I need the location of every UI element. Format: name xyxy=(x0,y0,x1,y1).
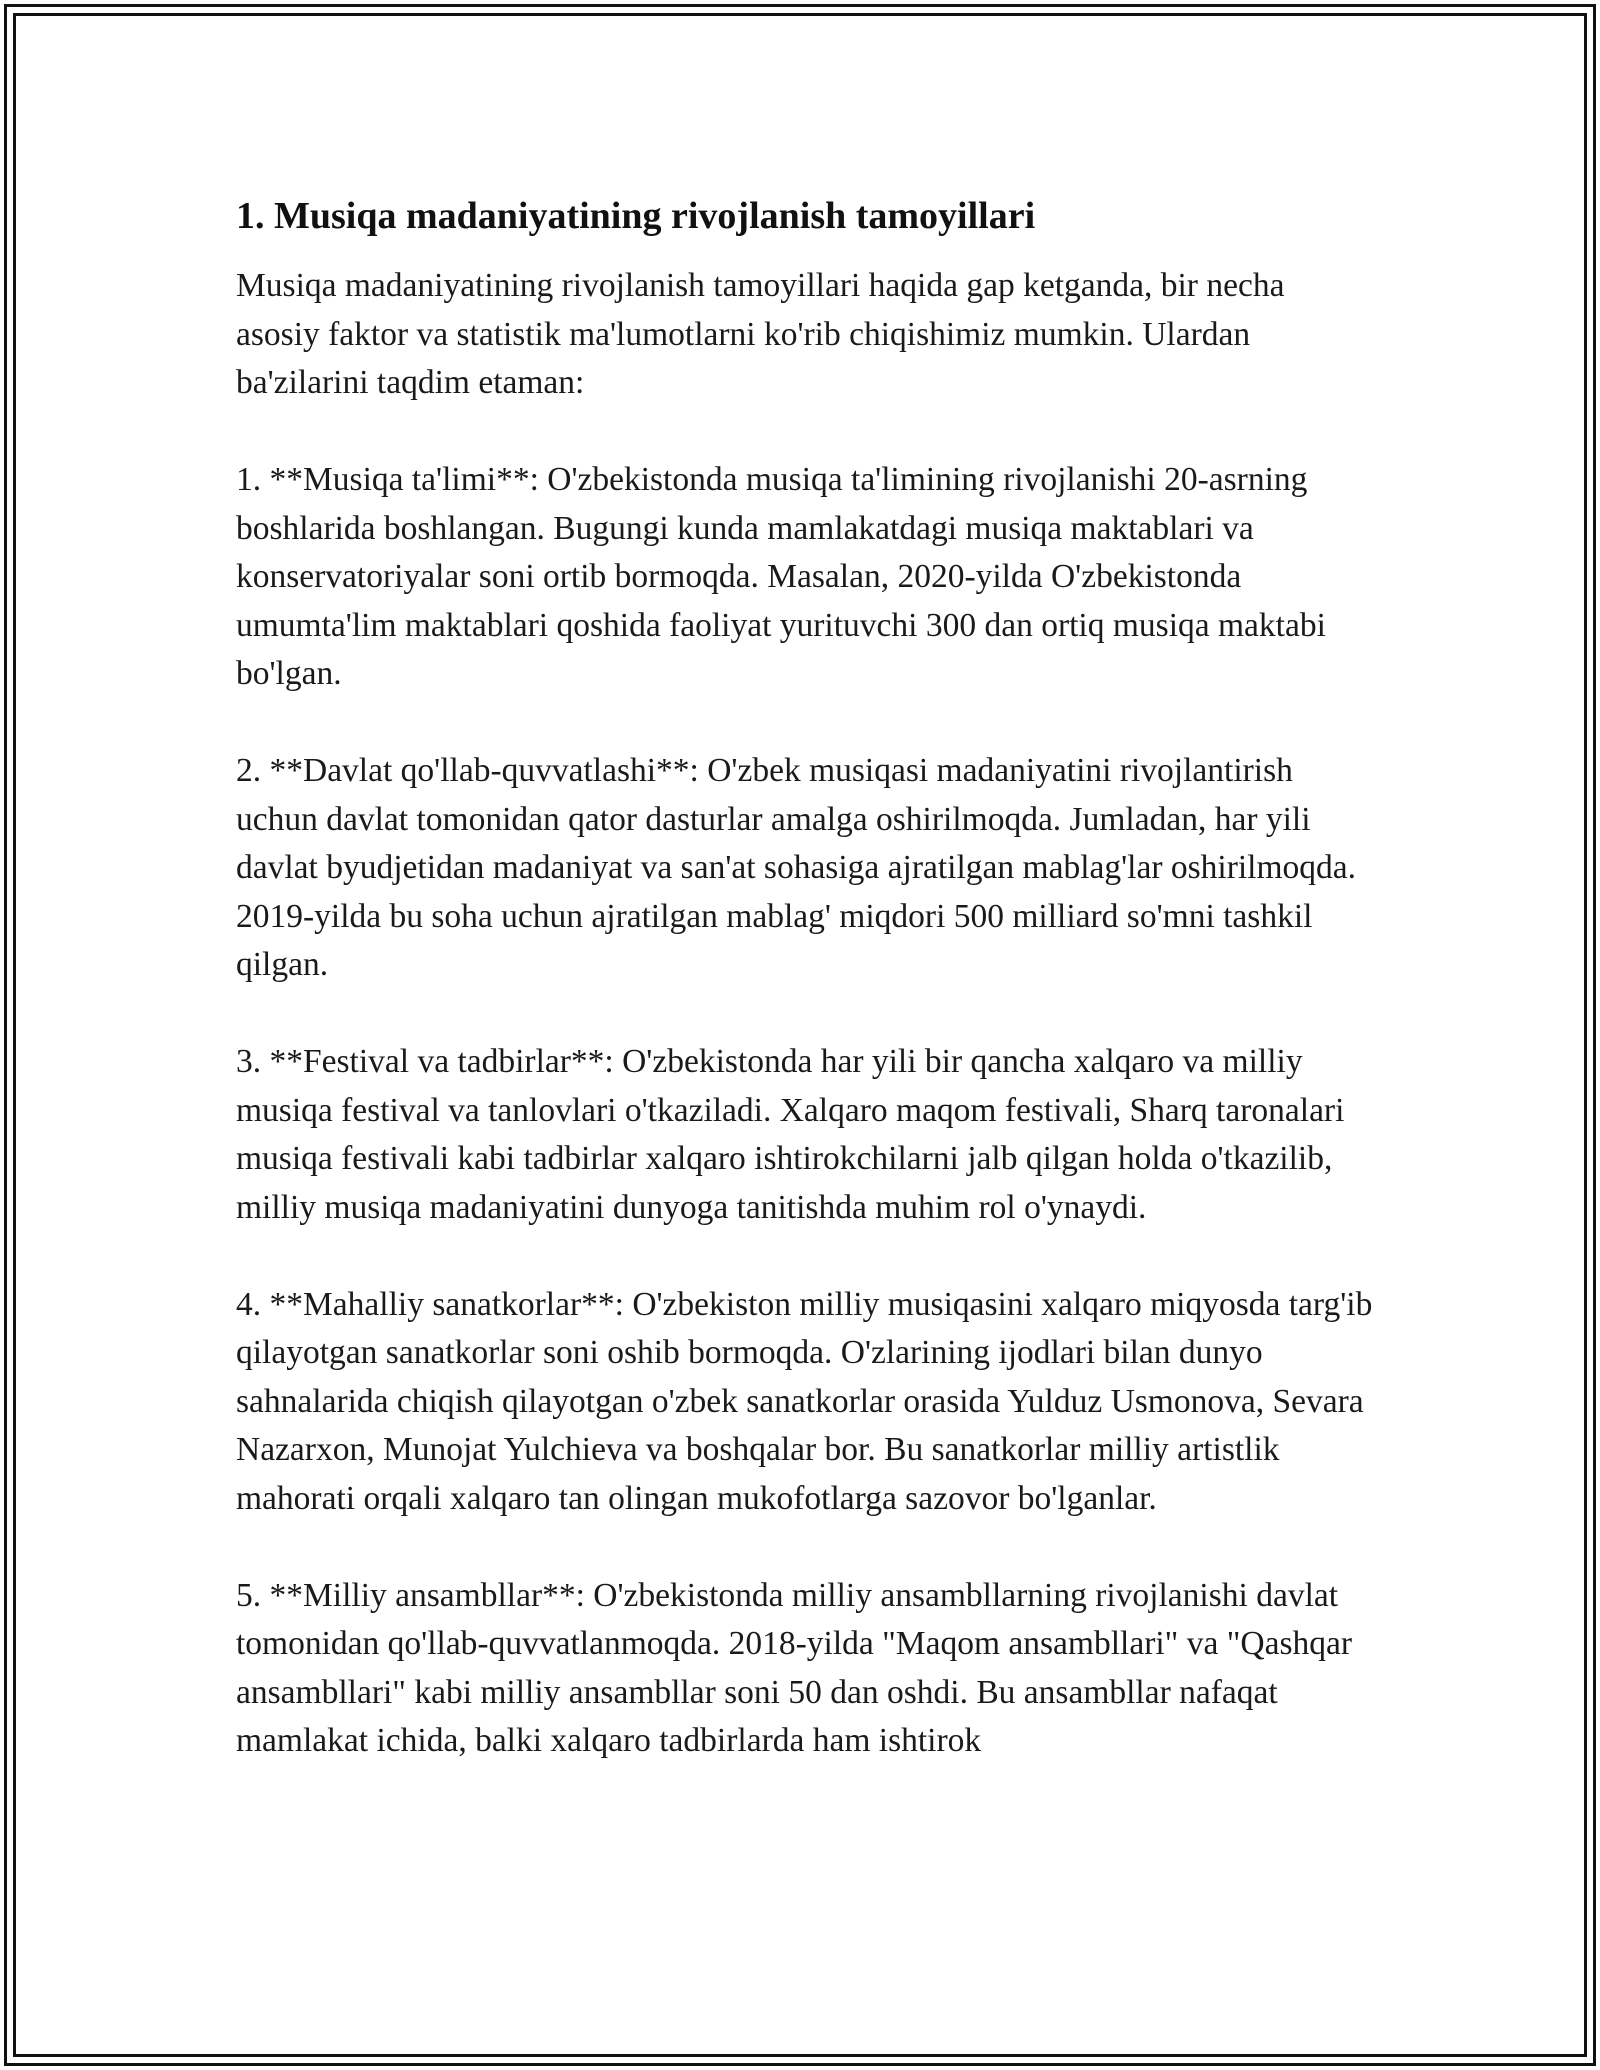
list-item-state-support: 2. **Davlat qo'llab-quvvatlashi**: O'zbek musiqasi madaniyatini rivojlantirish uchun davlat tomonidan qator dasturlar amalga oshirilmoqda. Jumladan, har yili davlat byudjetidan madaniyat va san'at sohasiga ajratilgan mablag'lar oshirilmoqda. 2019-yilda bu soha uchun ajratilgan mablag' miqdori 500 milliard so'mni tashkil qilgan. xyxy=(236,752,1357,983)
list-item-national-ensembles: 5. **Milliy ansambllar**: O'zbekistonda milliy ansambllarning rivojlanishi davlat tomonidan qo'llab-quvvatlanmoqda. 2018-yilda "Maqom ansambllari" va "Qashqar ansambllari" kabi milliy ansambllar soni 50 dan oshdi. Bu ansambllar nafaqat mamlakat ichida, balki xalqaro tadbirlarda ham ishtirok xyxy=(236,1576,1353,1759)
intro-paragraph: Musiqa madaniyatining rivojlanish tamoyillari haqida gap ketganda, bir necha asosiy faktor va statistik ma'lumotlarni ko'rib chiqishimiz mumkin. Ulardan ba'zilarini taqdim etaman: xyxy=(236,267,1285,401)
section-heading: 1. Musiqa madaniyatining rivojlanish tamoyillari xyxy=(236,195,1036,237)
list-item-music-education: 1. **Musiqa ta'limi**: O'zbekistonda musiqa ta'limining rivojlanishi 20-asrning boshlarida boshlangan. Bugungi kunda mamlakatdagi musiqa maktablari va konservatoriyalar soni ortib bormoqda. Masalan, 2020-yilda O'zbekistonda umumta'lim maktablari qoshida faoliyat yurituvchi 300 dan ortiq musiqa maktabi bo'lgan. xyxy=(236,461,1326,692)
list-item-local-artists: 4. **Mahalliy sanatkorlar**: O'zbekiston milliy musiqasini xalqaro miqyosda targ'ib qilayotgan sanatkorlar soni oshib bormoqda. O'zlarining ijodlari bilan dunyo sahnalarida chiqish qilayotgan o'zbek sanatkorlar orasida Yulduz Usmonova, Sevara Nazarxon, Munojat Yulchieva va boshqalar bor. Bu sanatkorlar milliy artistlik mahorati orqali xalqaro tan olingan mukofotlarga sazovor bo'lganlar. xyxy=(236,1285,1373,1517)
document-body xyxy=(236,190,1376,1766)
list-item-festivals: 3. **Festival va tadbirlar**: O'zbekistonda har yili bir qancha xalqaro va milliy musiqa festival va tanlovlari o'tkaziladi. Xalqaro maqom festivali, Sharq taronalari musiqa festivali kabi tadbirlar xalqaro ishtirokchilarni jalb qilgan holda o'tkazilib, milliy musiqa madaniyatini dunyoga tanitishda muhim rol o'ynaydi. xyxy=(236,1043,1345,1226)
